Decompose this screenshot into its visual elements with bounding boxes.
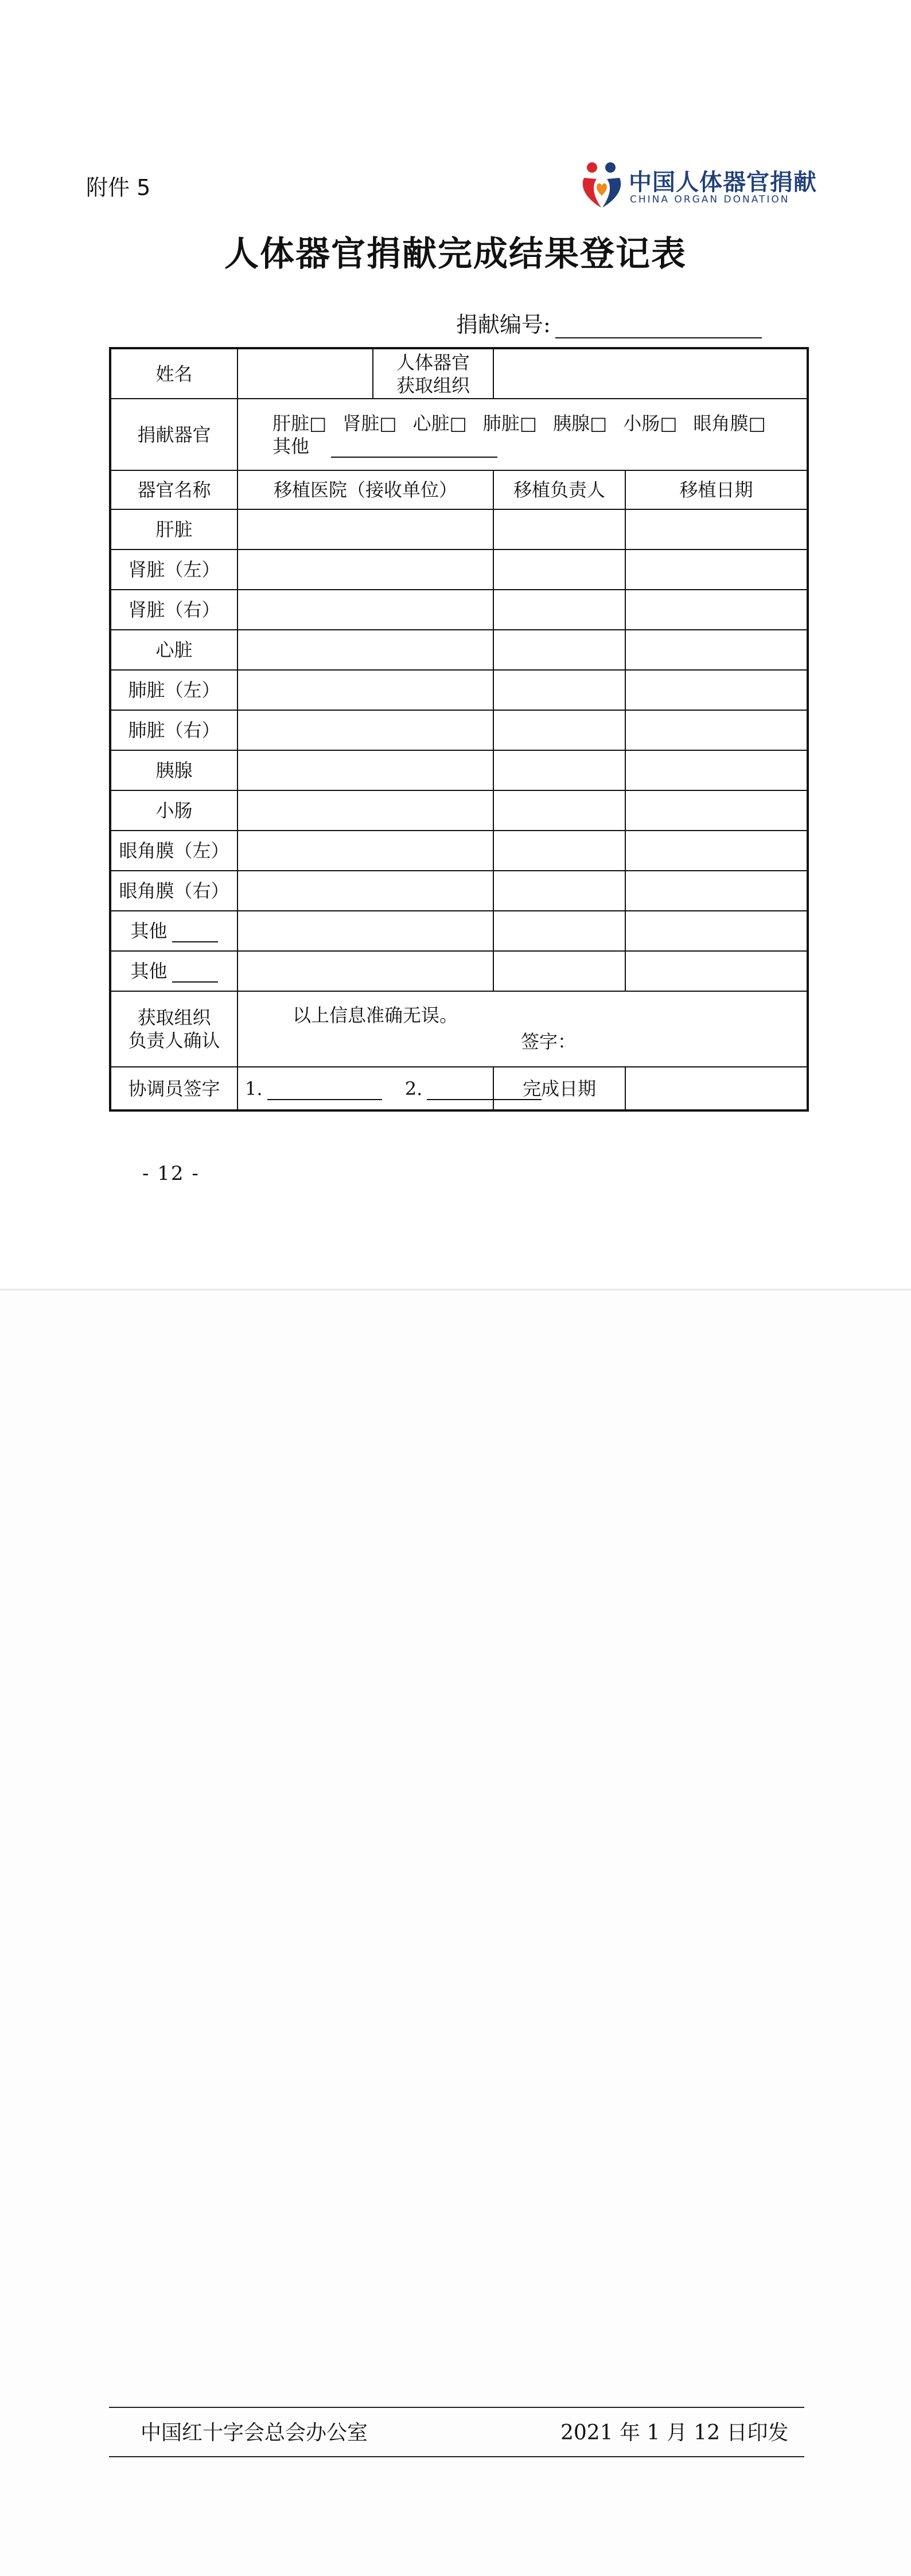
row-date-cell[interactable] [625,831,808,871]
table-row [110,590,808,630]
registration-table [109,347,809,1112]
row-responsible-cell[interactable] [493,710,625,750]
form-title: 人体器官捐献完成结果登记表 [224,234,687,274]
organ-option[interactable]: 心脏□ [412,412,467,434]
row-organ: 心脏 [110,630,238,670]
row-organ: 胰腺 [110,750,238,790]
footer-top-rule [109,2407,804,2408]
name-label: 姓名 [110,348,238,399]
document-page-2 [0,1291,911,2576]
row-responsible-cell[interactable] [493,630,625,670]
row-other: 其他 [110,911,238,951]
row-hospital-cell[interactable] [238,951,493,991]
table-row [110,750,808,790]
confirm-cell[interactable] [238,991,808,1067]
row-hospital-cell[interactable] [238,590,493,630]
table-row [110,831,808,871]
row-date-cell[interactable] [625,630,808,670]
organ-checkboxes[interactable] [238,399,808,470]
donation-number-field[interactable] [456,307,762,338]
logo-english-text: CHINA ORGAN DONATION [630,194,790,205]
header-hospital: 移植医院（接收单位） [238,470,493,509]
completion-date-label: 完成日期 [493,1067,625,1110]
page-number: - 12 - [142,1162,200,1185]
table-row [110,710,808,750]
organ-option[interactable]: 眼角膜□ [693,412,766,434]
organ-option[interactable]: 小肠□ [623,412,678,434]
row-responsible-cell[interactable] [493,831,625,871]
row-responsible-cell[interactable] [493,509,625,550]
table-row [110,871,808,911]
row-responsible-cell[interactable] [493,871,625,911]
row-date-cell[interactable] [625,550,808,590]
organ-option[interactable]: 肾脏□ [342,412,397,434]
row-responsible-cell[interactable] [493,911,625,951]
footer-issuer: 中国红十字会总会办公室 [141,2421,368,2445]
table-row [110,550,808,590]
confirm-label: 获取组织 负责人确认 [110,991,238,1067]
row-organ: 肾脏（右） [110,590,238,630]
other-organ-blank[interactable] [331,441,497,458]
row-date-cell[interactable] [625,911,808,951]
row-date-cell[interactable] [625,951,808,991]
row-organ: 肾脏（左） [110,550,238,590]
donation-number-label: 捐献编号: [456,312,551,337]
table-row [110,509,808,550]
row-responsible-cell[interactable] [493,750,625,790]
row-other: 其他 [110,951,238,991]
signature-label: 签字： [521,1031,577,1053]
organ-option[interactable]: 肝脏□ [272,412,327,434]
row-date-cell[interactable] [625,750,808,790]
row-responsible-cell[interactable] [493,790,625,831]
table-row [110,911,808,951]
organ-option[interactable]: 肺脏□ [482,412,537,434]
row-responsible-cell[interactable] [493,951,625,991]
row-hospital-cell[interactable] [238,509,493,550]
attachment-label: 附件 5 [86,175,151,200]
table-row [110,670,808,710]
table-row [110,951,808,991]
row-responsible-cell[interactable] [493,670,625,710]
row-date-cell[interactable] [625,790,808,831]
row-organ: 肝脏 [110,509,238,550]
row-hospital-cell[interactable] [238,710,493,750]
org-label: 人体器官 获取组织 [373,348,493,399]
footer-date: 2021 年 1 月 12 日印发 [560,2421,789,2445]
organ-donation-logo [579,156,817,213]
coordinator-1-blank[interactable] [267,1083,382,1100]
row-date-cell[interactable] [625,670,808,710]
other-row-blank[interactable] [172,925,218,942]
row-organ: 眼角膜（左） [110,831,238,871]
row-hospital-cell[interactable] [238,550,493,590]
row-hospital-cell[interactable] [238,750,493,790]
confirm-text: 以上信息准确无误。 [293,1004,458,1026]
row-organ: 肺脏（左） [110,670,238,710]
table-row [110,630,808,670]
row-date-cell[interactable] [625,590,808,630]
row-organ: 肺脏（右） [110,710,238,750]
logo-chinese-text: 中国人体器官捐献 [629,169,817,196]
row-responsible-cell[interactable] [493,590,625,630]
coordinator-signatures[interactable]: 1. 2. [238,1067,493,1110]
completion-date-cell[interactable] [625,1067,808,1110]
row-responsible-cell[interactable] [493,550,625,590]
row-date-cell[interactable] [625,710,808,750]
organ-option[interactable]: 胰腺□ [553,412,608,434]
heart-hands-icon [579,158,624,210]
row-date-cell[interactable] [625,509,808,550]
row-date-cell[interactable] [625,871,808,911]
row-hospital-cell[interactable] [238,630,493,670]
row-hospital-cell[interactable] [238,911,493,951]
header-date: 移植日期 [625,470,808,509]
name-cell[interactable] [238,348,373,399]
table-row [110,790,808,831]
row-organ: 小肠 [110,790,238,831]
row-hospital-cell[interactable] [238,831,493,871]
org-cell[interactable] [493,348,808,399]
row-hospital-cell[interactable] [238,790,493,831]
donation-number-blank[interactable] [555,319,762,338]
donated-organs-label: 捐献器官 [110,399,238,470]
row-hospital-cell[interactable] [238,871,493,911]
row-organ: 眼角膜（右） [110,871,238,911]
other-organ-label: 其他 [272,435,310,457]
header-organ-name: 器官名称 [110,470,238,509]
other-row-blank[interactable] [172,965,218,983]
header-responsible: 移植负责人 [493,470,625,509]
footer-bottom-rule [109,2456,804,2457]
row-hospital-cell[interactable] [238,670,493,710]
coordinator-label: 协调员签字 [110,1067,238,1110]
